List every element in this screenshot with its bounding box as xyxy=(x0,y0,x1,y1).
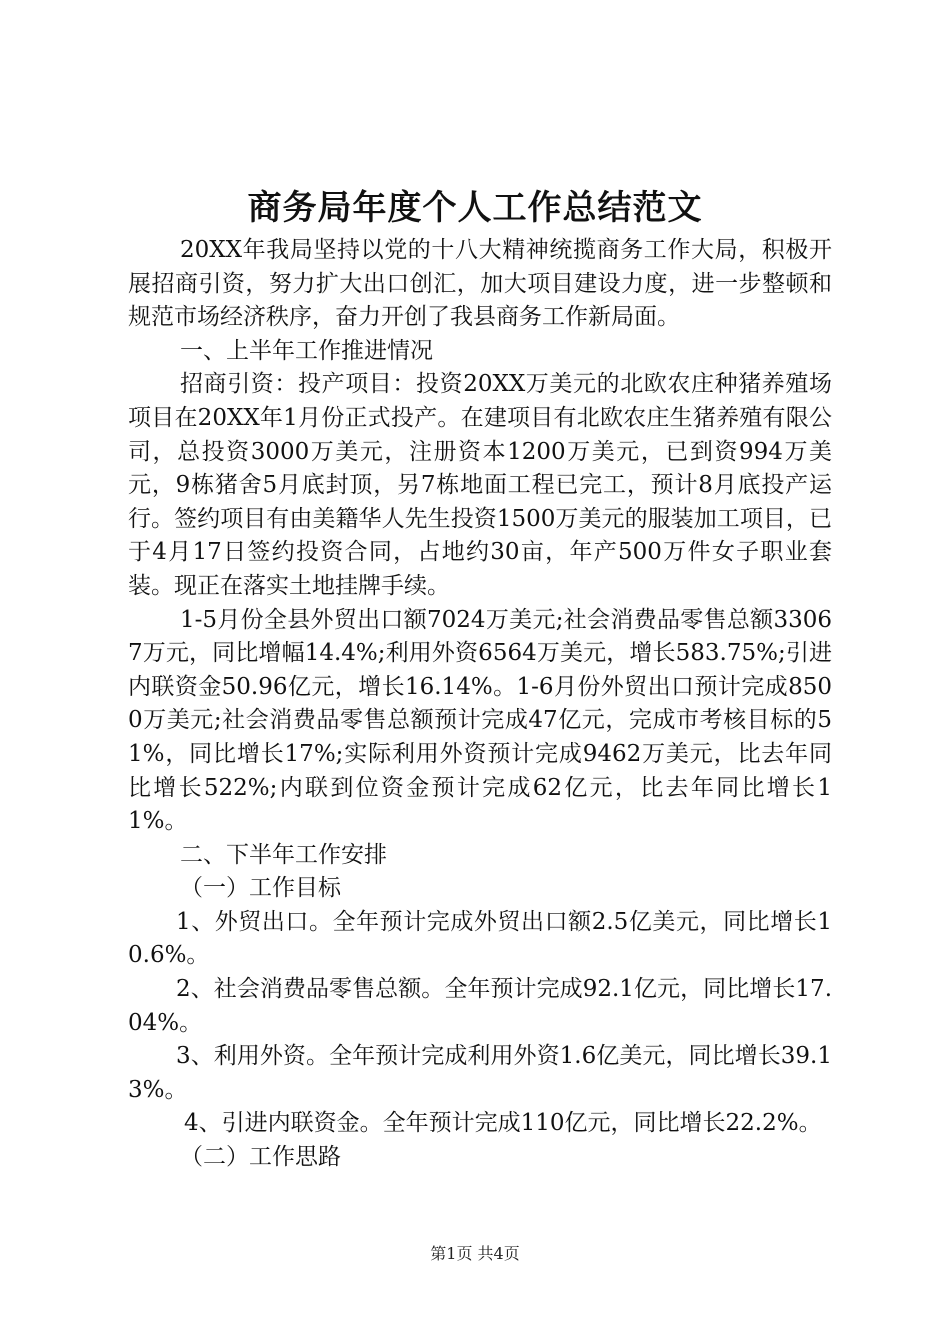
investment-paragraph: 招商引资：投产项目：投资20XX万美元的北欧农庄种猪养殖场项目在20XX年1月份正式投产。在建项目有北欧农庄生猪养殖有限公司，总投资3000万美元，注册资本1200万美元，已到资994万美元，9栋猪舍5月底封顶，另7栋地面工程已完工，预计8月底投产运行。签约项目有由美籍华人先生投资1500万美元的服装加工项目，已于4月17日签约投资合同，占地约30亩，年产500万件女子职业套装。现正在落实土地挂牌手续。 xyxy=(128,371,832,599)
goal-item-domestic-capital: 4、引进内联资金。全年预计完成110亿元，同比增长22.2%。 xyxy=(184,1110,822,1137)
section-heading-second-half: 二、下半年工作安排 xyxy=(180,841,387,868)
subsection-heading-goals: （一）工作目标 xyxy=(180,875,341,902)
goal-item-retail: 2、社会消费品零售总额。全年预计完成92.1亿元，同比增长17.04%。 xyxy=(128,976,832,1036)
intro-paragraph: 20XX年我局坚持以党的十八大精神统揽商务工作大局，积极开展招商引资，努力扩大出口创汇，加大项目建设力度，进一步整顿和规范市场经济秩序，奋力开创了我县商务工作新局面。 xyxy=(128,237,832,331)
document-body xyxy=(128,234,832,1175)
section-heading-first-half: 一、上半年工作推进情况 xyxy=(180,337,433,364)
statistics-paragraph: 1-5月份全县外贸出口额7024万美元;社会消费品零售总额33067万元，同比增幅14.4%;利用外资6564万美元，增长583.75%;引进内联资金50.96亿元，增长16.14%。1-6月份外贸出口预计完成8500万美元;社会消费品零售总额预计完成47亿元，完成市考核目标的51%，同比增长17%;实际利用外资预计完成9462万美元，比去年同比增长522%;内联到位资金预计完成62亿元，比去年同比增长11%。 xyxy=(128,606,832,835)
goal-item-foreign-investment: 3、利用外资。全年预计完成利用外资1.6亿美元，同比增长39.13%。 xyxy=(128,1043,832,1103)
subsection-heading-approach: （二）工作思路 xyxy=(180,1144,341,1171)
document-title: 商务局年度个人工作总结范文 xyxy=(247,188,703,228)
goal-item-export: 1、外贸出口。全年预计完成外贸出口额2.5亿美元，同比增长10.6%。 xyxy=(128,908,832,969)
page-footer: 第1页 共4页 xyxy=(430,1244,520,1263)
